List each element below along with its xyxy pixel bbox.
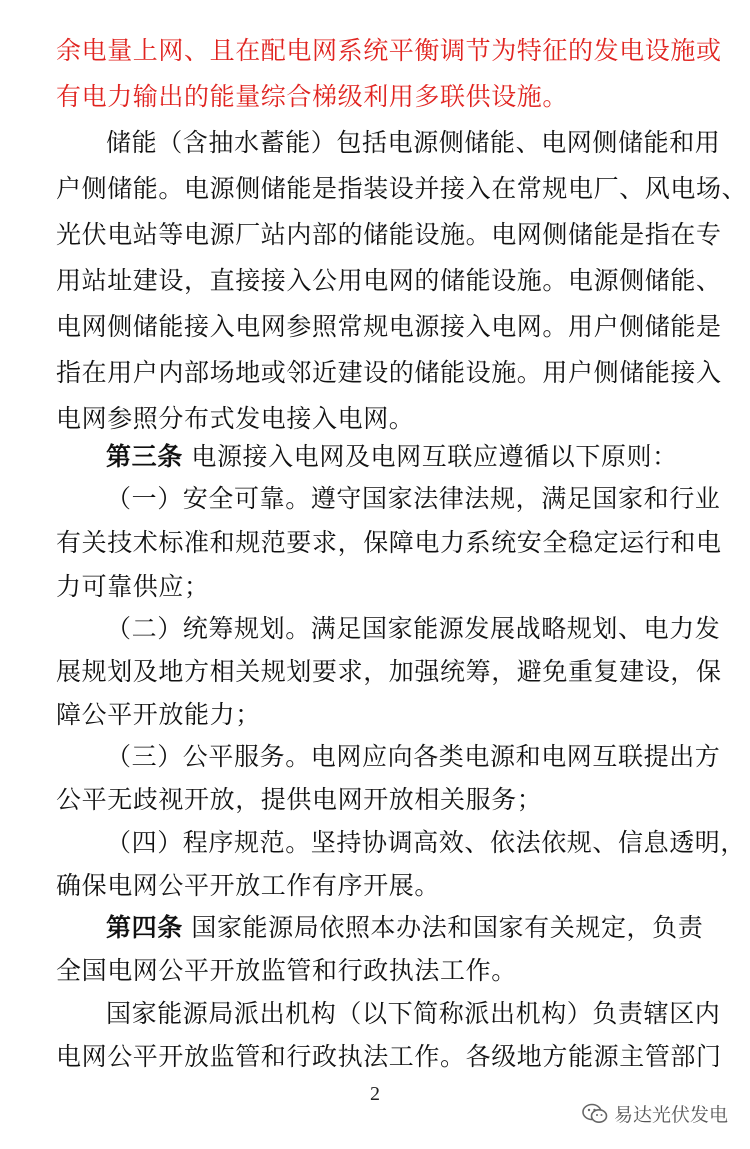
text-line: 障公平开放能力； (56, 700, 261, 729)
text-line: 力可靠供应； (56, 572, 210, 601)
article-heading (106, 911, 704, 945)
text-line: 用站址建设，直接接入公用电网的储能设施。电源侧储能、 (56, 266, 722, 295)
watermark-text: 易达光伏发电 (613, 1104, 728, 1126)
text-line: 电网参照分布式发电接入电网。 (56, 404, 415, 433)
text-line: （三）公平服务。电网应向各类电源和电网互联提出方 (106, 742, 721, 771)
article-number: 第三条 (106, 442, 183, 471)
text-line: （一）安全可靠。遵守国家法律法规，满足国家和行业 (106, 484, 721, 513)
text-line: 公平无歧视开放，提供电网开放相关服务； (56, 785, 543, 814)
text-line: （二）统筹规划。满足国家能源发展战略规划、电力发 (106, 614, 721, 643)
text-line: （四）程序规范。坚持协调高效、依法依规、信息透明， (106, 828, 747, 857)
text-line: 储能（含抽水蓄能）包括电源侧储能、电网侧储能和用 (106, 128, 721, 157)
wechat-icon (582, 1103, 608, 1125)
article-heading (106, 440, 696, 474)
page-number: 2 (370, 1083, 380, 1105)
text-line: 展规划及地方相关规划要求，加强统筹，避免重复建设，保 (56, 657, 722, 686)
text-line: 户侧储能。电源侧储能是指装设并接入在常规电厂、风电场、 (56, 174, 748, 203)
text-line: 光伏电站等电源厂站内部的储能设施。电网侧储能是指在专 (56, 220, 722, 249)
text-line: 有关技术标准和规范要求，保障电力系统安全稳定运行和电 (56, 528, 722, 557)
text-line: 有电力输出的能量综合梯级利用多联供设施。 (56, 82, 569, 111)
article-text: 国家能源局依照本办法和国家有关规定，负责 (182, 913, 704, 942)
text-line: 确保电网公平开放工作有序开展。 (56, 871, 441, 900)
text-line: 电网侧储能接入电网参照常规电源接入电网。用户侧储能是 (56, 312, 722, 341)
article-number: 第四条 (106, 913, 183, 942)
article-text: 电源接入电网及电网互联应遵循以下原则： (182, 442, 678, 471)
text-line: 余电量上网、且在配电网系统平衡调节为特征的发电设施或 (56, 36, 722, 65)
text-line: 国家能源局派出机构（以下简称派出机构）负责辖区内 (106, 999, 721, 1028)
text-line: 电网公平开放监管和行政执法工作。各级地方能源主管部门 (56, 1042, 722, 1071)
text-line: 全国电网公平开放监管和行政执法工作。 (56, 956, 517, 985)
watermark (582, 1100, 728, 1127)
text-line: 指在用户内部场地或邻近建设的储能设施。用户侧储能接入 (56, 358, 722, 387)
